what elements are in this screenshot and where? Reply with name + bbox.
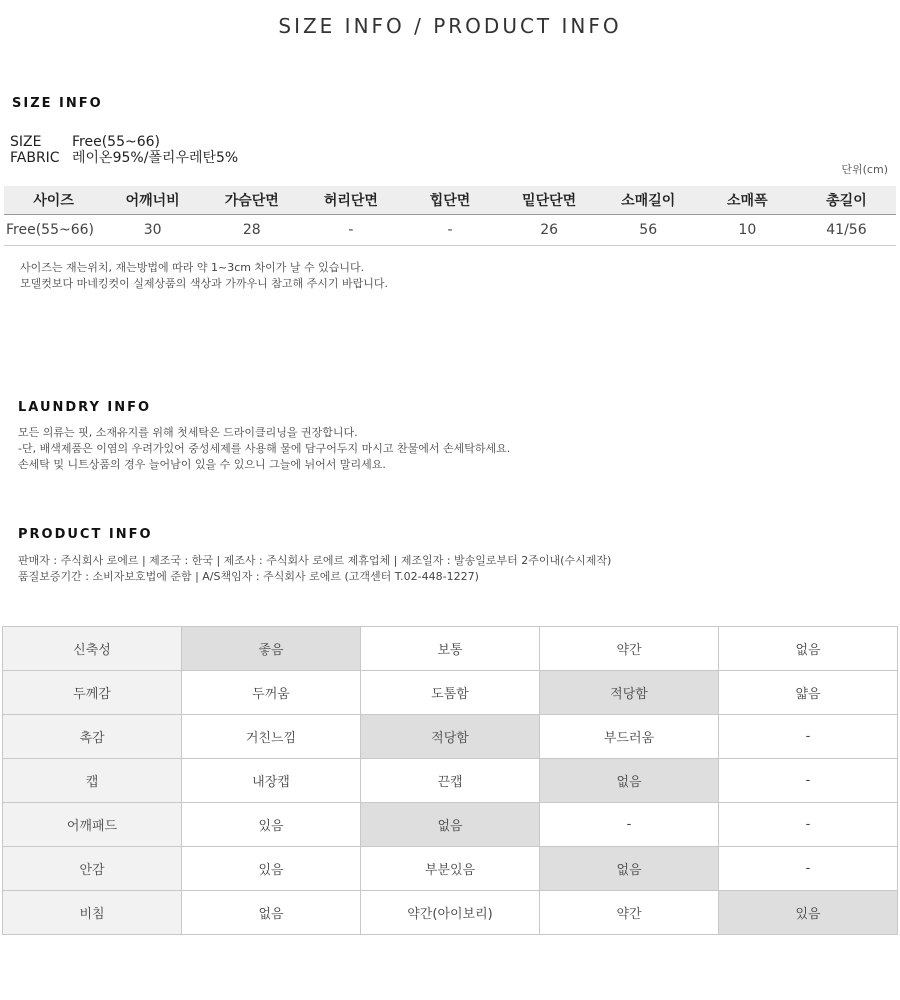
table-row [3, 671, 898, 715]
size-label: SIZE [10, 134, 42, 150]
attribute-option: 약간 [540, 627, 719, 671]
size-note-line: 사이즈는 재는위치, 재는방법에 따라 약 1~3cm 차이가 날 수 있습니다. [20, 261, 365, 274]
product-notes [18, 553, 611, 585]
attribute-label: 신축성 [3, 627, 182, 671]
attribute-option: 약간 [540, 891, 719, 935]
attribute-label: 캡 [3, 759, 182, 803]
attribute-option: - [719, 759, 898, 803]
product-info-heading: PRODUCT INFO [18, 527, 153, 542]
attribute-option: - [719, 847, 898, 891]
attribute-option-selected: 좋음 [182, 627, 361, 671]
fabric-label: FABRIC [10, 150, 60, 166]
size-table-header: 가슴단면 [202, 186, 301, 215]
attribute-option: 있음 [182, 803, 361, 847]
attribute-option: 있음 [182, 847, 361, 891]
table-row [3, 847, 898, 891]
attribute-label: 안감 [3, 847, 182, 891]
size-table [4, 186, 896, 246]
size-table-header: 어깨너비 [103, 186, 202, 215]
attribute-option: 두꺼움 [182, 671, 361, 715]
attribute-option: 없음 [182, 891, 361, 935]
size-table-header: 허리단면 [301, 186, 400, 215]
laundry-notes [18, 425, 510, 473]
size-spec-row [10, 134, 160, 150]
attribute-option-selected: 적당함 [540, 671, 719, 715]
attribute-option: 끈캡 [361, 759, 540, 803]
size-table-cell: Free(55~66) [4, 215, 103, 246]
attribute-label: 비침 [3, 891, 182, 935]
size-table-cell: 41/56 [797, 215, 896, 246]
attribute-option-selected: 있음 [719, 891, 898, 935]
attribute-option-selected: 없음 [540, 847, 719, 891]
size-table-header: 힙단면 [400, 186, 499, 215]
unit-note: 단위(cm) [841, 163, 888, 176]
laundry-line: 모든 의류는 핏, 소재유지를 위해 첫세탁은 드라이클리닝을 권장합니다. [18, 426, 358, 439]
size-note-line: 모델컷보다 마네킹컷이 실제상품의 색상과 가까우니 참고해 주시기 바랍니다. [20, 277, 389, 290]
attribute-option-selected: 없음 [540, 759, 719, 803]
attribute-option: 없음 [719, 627, 898, 671]
table-row [3, 891, 898, 935]
size-table-header: 소매폭 [698, 186, 797, 215]
size-table-header: 소매길이 [599, 186, 698, 215]
table-row [3, 759, 898, 803]
product-line: 판매자 : 주식회사 로에르 | 제조국 : 한국 | 제조사 : 주식회사 로에르 제휴업체 | 제조일자 : 발송일로부터 2주이내(수시제작) [18, 554, 612, 567]
table-row [3, 627, 898, 671]
size-table-cell: 28 [202, 215, 301, 246]
attribute-option: 보통 [361, 627, 540, 671]
attribute-option: 내장캡 [182, 759, 361, 803]
attribute-option: 약간(아이보리) [361, 891, 540, 935]
laundry-info-heading: LAUNDRY INFO [18, 400, 152, 415]
size-table-cell: 26 [500, 215, 599, 246]
table-row [3, 715, 898, 759]
page-title: SIZE INFO / PRODUCT INFO [278, 14, 622, 38]
attribute-label: 두께감 [3, 671, 182, 715]
size-table-header-row [4, 186, 896, 215]
laundry-line: -단, 배색제품은 이염의 우려가있어 중성세제를 사용해 물에 담구어두지 마시고 찬물에서 손세탁하세요. [18, 442, 511, 455]
laundry-line: 손세탁 및 니트상품의 경우 늘어남이 있을 수 있으니 그늘에 뉘어서 말리세요. [18, 458, 386, 471]
attribute-option: - [540, 803, 719, 847]
table-row [4, 215, 896, 246]
size-table-cell: - [400, 215, 499, 246]
size-notes [20, 260, 388, 292]
attribute-label: 촉감 [3, 715, 182, 759]
size-table-header: 사이즈 [4, 186, 103, 215]
size-table-header: 밑단단면 [500, 186, 599, 215]
attribute-option: 얇음 [719, 671, 898, 715]
attribute-option-selected: 적당함 [361, 715, 540, 759]
size-info-heading: SIZE INFO [12, 96, 103, 111]
attribute-option-selected: 없음 [361, 803, 540, 847]
size-value: Free(55~66) [72, 134, 160, 150]
attribute-option: - [719, 803, 898, 847]
attribute-option: - [719, 715, 898, 759]
attribute-table [2, 626, 898, 935]
product-line: 품질보증기간 : 소비자보호법에 준함 | A/S책임자 : 주식회사 로에르 (고객센터 T.02-448-1227) [18, 570, 479, 583]
size-table-cell: - [301, 215, 400, 246]
attribute-option: 거친느낌 [182, 715, 361, 759]
size-table-header: 총길이 [797, 186, 896, 215]
table-row [3, 803, 898, 847]
attribute-option: 부분있음 [361, 847, 540, 891]
size-table-cell: 56 [599, 215, 698, 246]
attribute-label: 어깨패드 [3, 803, 182, 847]
attribute-option: 도톰함 [361, 671, 540, 715]
fabric-value: 레이온95%/폴리우레탄5% [72, 150, 239, 166]
size-table-cell: 10 [698, 215, 797, 246]
fabric-spec-row [10, 150, 238, 166]
attribute-option: 부드러움 [540, 715, 719, 759]
size-table-cell: 30 [103, 215, 202, 246]
